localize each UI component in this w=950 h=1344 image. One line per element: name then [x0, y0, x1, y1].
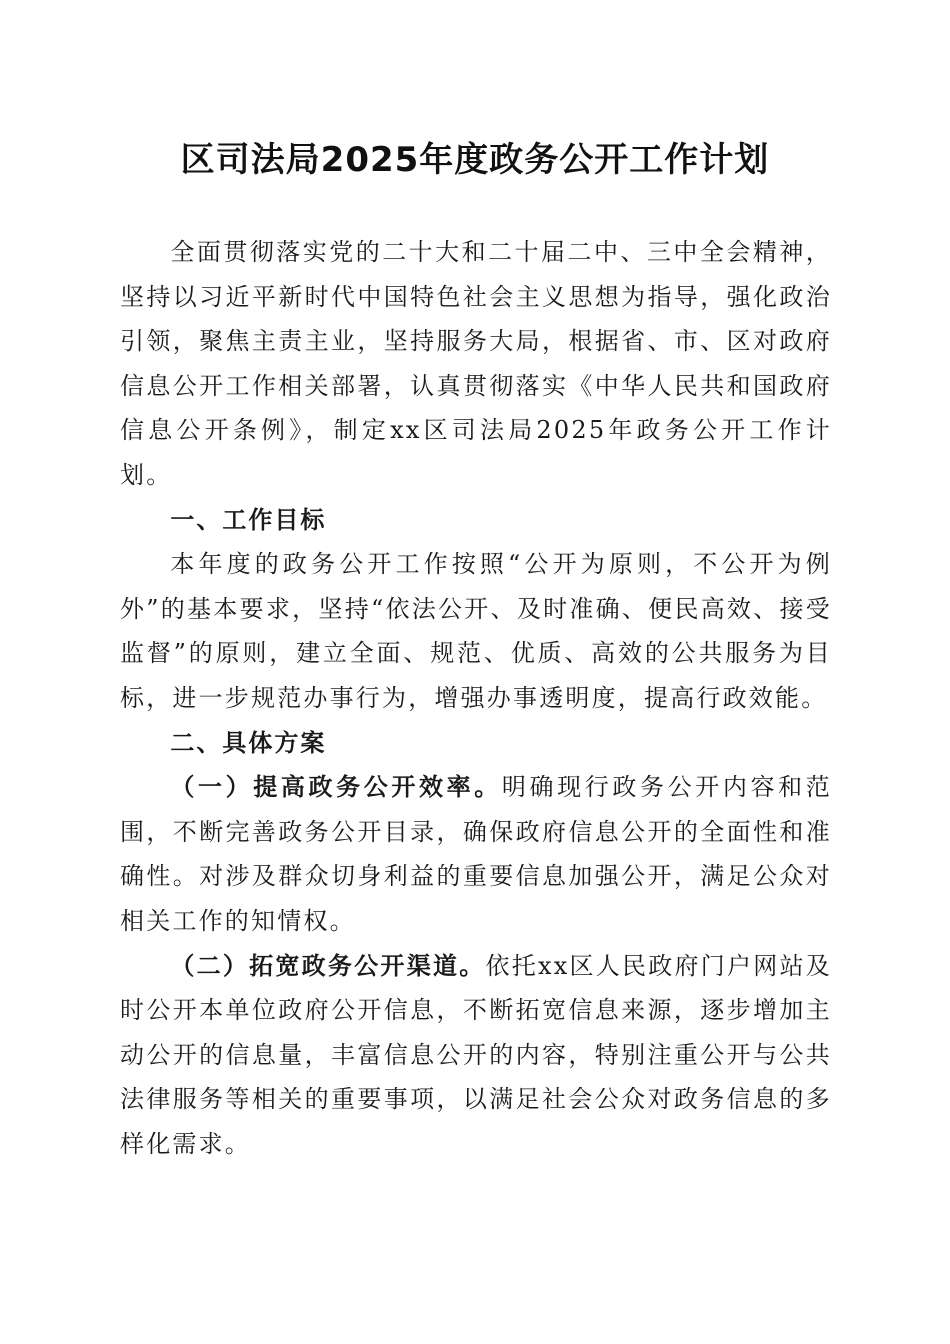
plan-item-efficiency-lead: （一）提高政务公开效率。: [170, 773, 502, 802]
section-heading-goals: 一、工作目标: [170, 505, 327, 534]
plan-item-channels-text: 依托xx区人民政府门户网站及时公开本单位政府公开信息，不断拓宽信息来源，逐步增加主动公开的信息量，丰富信息公开的内容，特别注重公开与公共法律服务等相关的重要事项，以满足社会公众对政务信息的多样化需求。: [120, 951, 833, 1158]
document-title: 区司法局2025年度政务公开工作计划: [180, 140, 770, 180]
plan-item-channels-lead: （二）拓宽政务公开渠道。: [170, 951, 486, 980]
intro-paragraph: 全面贯彻落实党的二十大和二十届二中、三中全会精神，坚持以习近平新时代中国特色社会主义思想为指导，强化政治引领，聚焦主责主业，坚持服务大局，根据省、市、区对政府信息公开工作相关部署，认真贯彻落实《中华人民共和国政府信息公开条例》，制定xx区司法局2025年政务公开工作计划。: [120, 238, 832, 489]
plan-item-efficiency-text: 明确现行政务公开内容和范围，不断完善政务公开目录，确保政府信息公开的全面性和准确性。对涉及群众切身利益的重要信息加强公开，满足公众对相关工作的知情权。: [120, 773, 832, 935]
section-heading-plan: 二、具体方案: [170, 728, 327, 757]
goals-paragraph: 本年度的政务公开工作按照“公开为原则，不公开为例外”的基本要求，坚持“依法公开、及时准确、便民高效、接受监督”的原则，建立全面、规范、优质、高效的公共服务为目标，进一步规范办事行为，增强办事透明度，提高行政效能。: [120, 550, 832, 712]
document-body: [120, 230, 832, 1166]
plan-item-efficiency: [120, 765, 832, 943]
plan-item-channels: [120, 944, 832, 1167]
